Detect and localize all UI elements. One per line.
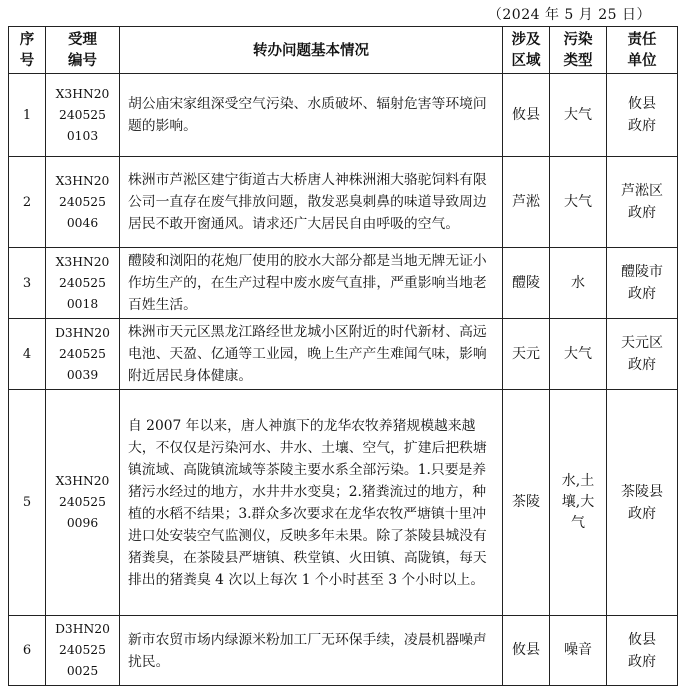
header-code: 受理 编号 [46, 27, 120, 74]
cell-area: 攸县 [503, 74, 550, 157]
table-row [9, 616, 678, 686]
header-unit: 责任 单位 [607, 27, 678, 74]
cell-seq: 3 [9, 248, 46, 319]
cell-code: X3HN20 240525 0046 [46, 157, 120, 248]
cell-unit: 芦淞区 政府 [607, 157, 678, 248]
cell-desc: 株洲市天元区黑龙江路经世龙城小区附近的时代新材、高远电池、天盈、亿通等工业园，晚上生产产生难闻气味，影响附近居民身体健康。 [120, 319, 503, 390]
table-row [9, 248, 678, 319]
complaint-table [8, 26, 678, 686]
cell-seq: 1 [9, 74, 46, 157]
table-body [9, 74, 678, 686]
cell-area: 醴陵 [503, 248, 550, 319]
header-desc: 转办问题基本情况 [120, 27, 503, 74]
cell-unit: 天元区 政府 [607, 319, 678, 390]
cell-code: X3HN20 240525 0096 [46, 390, 120, 616]
cell-seq: 6 [9, 616, 46, 686]
cell-code: X3HN20 240525 0103 [46, 74, 120, 157]
cell-pollution: 大气 [550, 157, 607, 248]
cell-code: X3HN20 240525 0018 [46, 248, 120, 319]
cell-area: 茶陵 [503, 390, 550, 616]
table-row [9, 74, 678, 157]
cell-code: D3HN20 240525 0025 [46, 616, 120, 686]
cell-unit: 攸县 政府 [607, 74, 678, 157]
cell-desc: 胡公庙宋家组深受空气污染、水质破坏、辐射危害等环境问题的影响。 [120, 74, 503, 157]
cell-seq: 5 [9, 390, 46, 616]
cell-pollution: 大气 [550, 74, 607, 157]
cell-unit: 攸县 政府 [607, 616, 678, 686]
table-header [9, 27, 678, 74]
cell-unit: 醴陵市 政府 [607, 248, 678, 319]
table-row [9, 319, 678, 390]
cell-area: 天元 [503, 319, 550, 390]
table-row [9, 157, 678, 248]
cell-desc: 自 2007 年以来，唐人神旗下的龙华农牧养猪规模越来越大，不仅仅是污染河水、井水、土壤、空气，扩建后把秩塘镇流域、高陇镇流域等茶陵主要水系全部污染。1.只要是养猪污水经过的地方，水井井水变臭；2.猪粪流过的地方，种植的水稻不结果；3.群众多次要求在龙华农牧严塘镇十里冲进口处安装空气监测仪，反映多年未果。除了茶陵县城没有猪粪臭，在茶陵县严塘镇、秩堂镇、火田镇、高陇镇，每天排出的猪粪臭 4 次以上每次 1 个小时甚至 3 个小时以上。 [120, 390, 503, 616]
cell-desc: 新市农贸市场内绿源米粉加工厂无环保手续，凌晨机器噪声扰民。 [120, 616, 503, 686]
header-area: 涉及 区域 [503, 27, 550, 74]
cell-pollution: 水 [550, 248, 607, 319]
header-seq: 序 号 [9, 27, 46, 74]
header-row [9, 27, 678, 74]
cell-unit: 茶陵县 政府 [607, 390, 678, 616]
cell-seq: 4 [9, 319, 46, 390]
date-note: （2024 年 5 月 25 日） [487, 7, 651, 23]
cell-code: D3HN20 240525 0039 [46, 319, 120, 390]
header-pollution: 污染 类型 [550, 27, 607, 74]
cell-area: 攸县 [503, 616, 550, 686]
cell-pollution: 水,土 壤,大 气 [550, 390, 607, 616]
table-row [9, 390, 678, 616]
cell-desc: 醴陵和浏阳的花炮厂使用的胶水大部分都是当地无牌无证小作坊生产的，在生产过程中废水废气直排，严重影响当地老百姓生活。 [120, 248, 503, 319]
cell-area: 芦淞 [503, 157, 550, 248]
cell-desc: 株洲市芦淞区建宁街道古大桥唐人神株洲湘大骆驼饲料有限公司一直存在废气排放问题，散发恶臭刺鼻的味道导致周边居民不敢开窗通风。请求还广大居民自由呼吸的空气。 [120, 157, 503, 248]
cell-pollution: 大气 [550, 319, 607, 390]
cell-seq: 2 [9, 157, 46, 248]
cell-pollution: 噪音 [550, 616, 607, 686]
